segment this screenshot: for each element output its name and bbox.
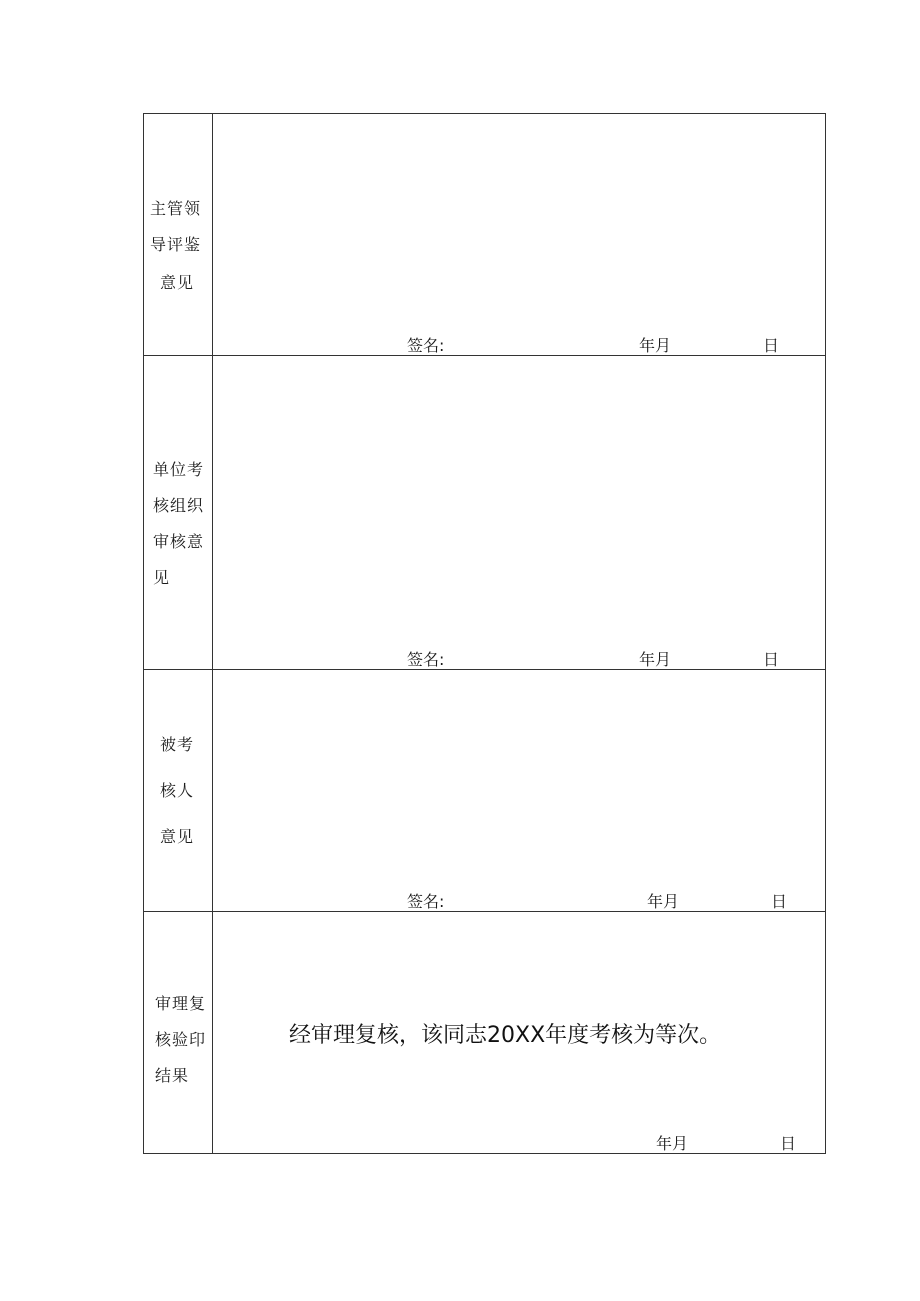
- form-row-supervisor-review: [144, 114, 826, 356]
- day-label: 日: [780, 1134, 797, 1153]
- row-label-line: 核人: [160, 781, 195, 800]
- row-label-cell: [144, 114, 213, 356]
- day-label: 日: [763, 650, 780, 669]
- row-label-line: 意见: [160, 827, 195, 846]
- signature-label: 签名:: [407, 650, 445, 669]
- row-label: [155, 986, 212, 1094]
- row-label-line: 审核意: [153, 532, 205, 551]
- day-label: 日: [763, 336, 780, 355]
- row-label: [160, 722, 212, 860]
- row-label-line: 结果: [155, 1066, 190, 1085]
- unit-committee-review-field[interactable]: [213, 356, 826, 670]
- year-month-label: 年月: [647, 892, 680, 911]
- row-label-line: 被考: [160, 735, 195, 754]
- form-row-unit-committee-review: [144, 356, 826, 670]
- row-label-line: 核验印: [155, 1030, 207, 1049]
- year-month-label: 年月: [656, 1134, 689, 1153]
- year-month-label: 年月: [639, 336, 672, 355]
- row-label: [150, 190, 212, 302]
- row-label-line: 单位考: [153, 460, 205, 479]
- appraisal-form-table: [143, 113, 826, 1154]
- row-label-line: 核组织: [153, 496, 205, 515]
- row-label: [153, 452, 212, 596]
- row-label-cell: [144, 912, 213, 1154]
- verification-statement: 经审理复核，该同志20XX年度考核为等次。: [289, 1023, 722, 1048]
- signature-label: 签名:: [407, 892, 445, 911]
- form-row-appraisee-opinion: [144, 670, 826, 912]
- row-label-cell: [144, 356, 213, 670]
- row-label-line: 主管领: [150, 199, 202, 218]
- row-label-line: 导评鉴: [150, 235, 202, 254]
- supervisor-review-field[interactable]: [213, 114, 826, 356]
- year-month-label: 年月: [639, 650, 672, 669]
- day-label: 日: [771, 892, 788, 911]
- form-row-final-verification: [144, 912, 826, 1154]
- row-label-line: 审理复: [155, 994, 207, 1013]
- final-verification-field: [213, 912, 826, 1154]
- row-label-line: 见: [153, 568, 171, 587]
- row-label-line: 意见: [160, 273, 195, 292]
- row-label-cell: [144, 670, 213, 912]
- appraisee-opinion-field[interactable]: [213, 670, 826, 912]
- signature-label: 签名:: [407, 336, 445, 355]
